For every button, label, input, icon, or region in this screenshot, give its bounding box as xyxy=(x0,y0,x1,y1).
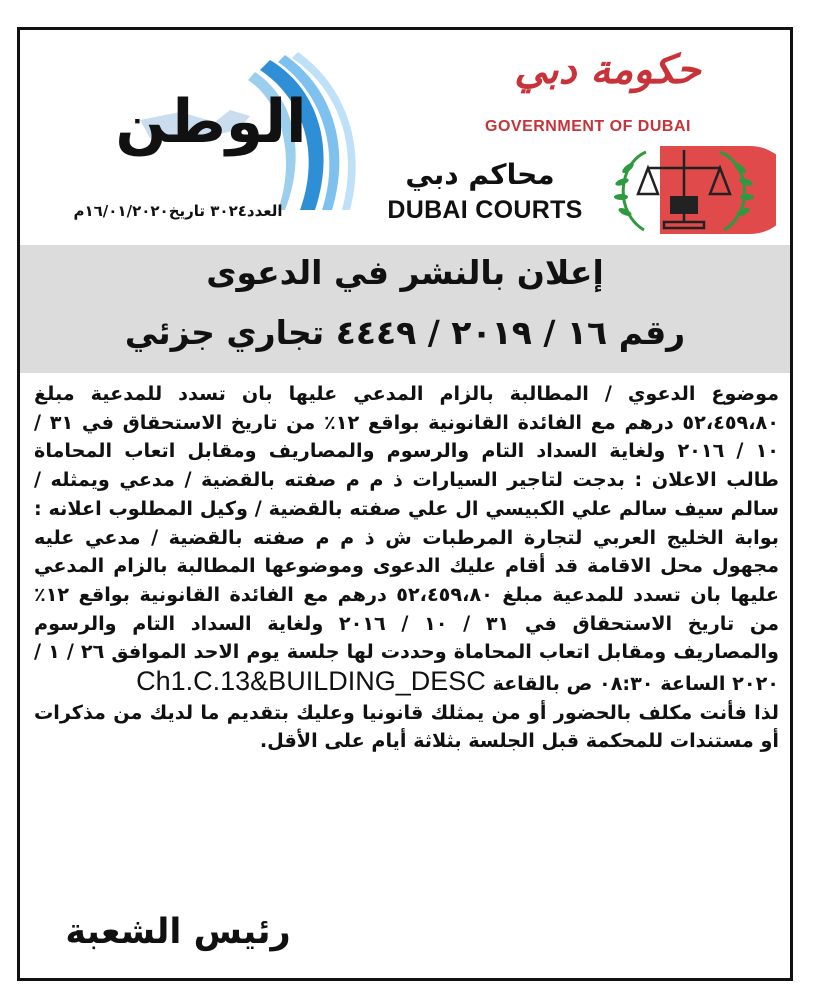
issue-date: العدد٣٠٢٤ تاريخ١٦/٠١/٢٠٢٠م xyxy=(73,202,283,220)
building-code: Ch1.C.13&BUILDING_DESC xyxy=(136,666,486,697)
notice-header xyxy=(20,30,790,245)
notice-title-band xyxy=(20,245,790,373)
courts-name-english: DUBAI COURTS xyxy=(387,196,583,224)
notice-paragraph xyxy=(34,380,779,699)
signature: رئيس الشعبة xyxy=(65,912,291,952)
government-logo-english: GOVERNMENT OF DUBAI xyxy=(485,118,691,135)
notice-title: إعلان بالنشر في الدعوى xyxy=(206,253,604,292)
notice-main-text: موضوع الدعوي / المطالبة بالزام المدعي عليها بان تسدد للمدعية مبلغ ٥٢،٤٥٩،٨٠ درهم مع الفائدة القانونية بواقع ١٢٪ من تاريخ الاستحقاق في ٣١ / ١٠ / ٢٠١٦ ولغاية السداد التام والرسوم والمصاريف ومقابل اتعاب المحاماة طالب الاعلان : بدجت لتاجير السيارات ذ م م صفته بالقضية / مدعي ويمثله / سالم سيف سالم علي الكبيسي ال علي صفته بالقضية / وكيل المطلوب اعلانه : بوابة الخليج العربي لتجارة المرطبات ش ذ م م صفته بالقضية / مدعي عليه مجهول محل الاقامة قد أقام عليك الدعوى وموضوعها المطالبة بالزام المدعي عليها بان تسدد للمدعية مبلغ ٥٢،٤٥٩،٨٠ درهم مع الفائدة القانونية بواقع ١٢٪ من تاريخ الاستحقاق في ٣١ / ١٠ / ٢٠١٦ ولغاية السداد التام والرسوم والمصاريف ومقابل اتعاب المحاماة وحددت لها جلسة يوم الاحد الموافق ٢٦ / ١ / ٢٠٢٠ الساعة ٠٨:٣٠ ص بالقاعة xyxy=(34,382,780,696)
notice-frame xyxy=(17,27,793,981)
notice-body xyxy=(34,380,779,756)
government-logo-arabic: حكومة دبي xyxy=(514,46,701,93)
case-number: رقم ١٦ / ٢٠١٩ / ٤٤٤٩ تجاري جزئي xyxy=(124,313,686,352)
courts-emblem-icon xyxy=(600,142,776,238)
courts-name-arabic: محاكم دبي xyxy=(405,158,555,191)
newspaper-name: الوطن xyxy=(115,87,307,157)
notice-closing-text: لذا فأنت مكلف بالحضور أو من يمثلك قانونيا وعليك بتقديم ما لديك من مذكرات أو مستندات للمحكمة قبل الجلسة بثلاثة أيام على الأقل. xyxy=(34,700,779,753)
